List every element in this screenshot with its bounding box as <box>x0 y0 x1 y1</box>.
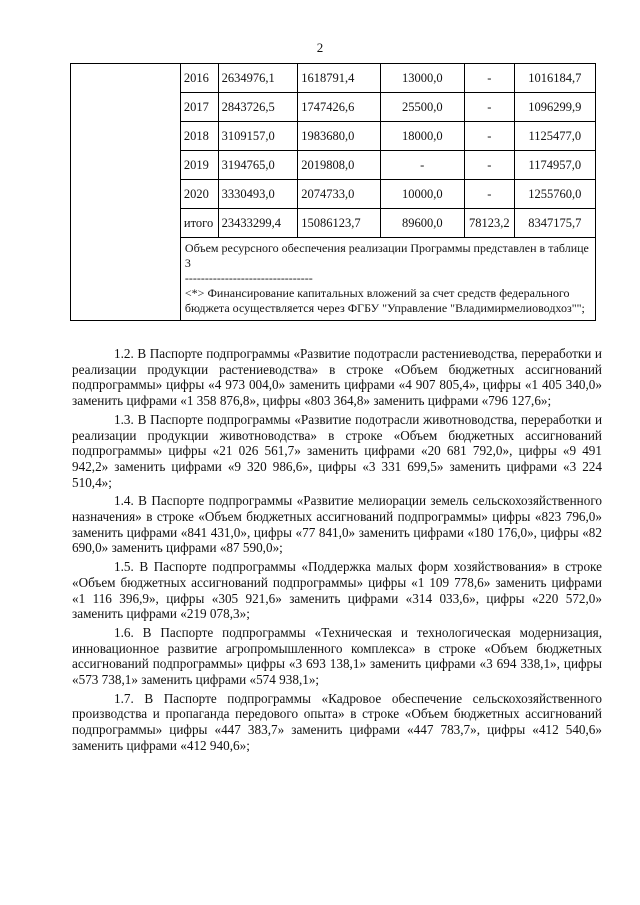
year-cell: 2016 <box>180 64 218 93</box>
table-cell: 1174957,0 <box>514 151 595 180</box>
table-cell: 3109157,0 <box>218 122 298 151</box>
year-cell: 2020 <box>180 180 218 209</box>
note-resource-text: Объем ресурсного обеспечения реализации Программы представлен в таблице 3 <box>184 241 589 270</box>
note-footnote: <*> Финансирование капитальных вложений за счет средств федерального бюджета осуществляется через ФГБУ "Управление "Владимирмелиоводхоз""; <box>184 286 585 315</box>
amendment-paragraph: 1.6. В Паспорте подпрограммы «Техническая и технологическая модернизация, инновационное развитие агропромышленного комплекса» в строке «Объем бюджетных ассигнований подпрограммы» цифры «3 693 138,1» заменить цифрами «3 694 338,1», цифры «573 738,1» заменить цифрами «574 938,1»; <box>72 624 602 688</box>
table-cell: 2843726,5 <box>218 93 298 122</box>
table-row <box>71 64 596 93</box>
year-cell: 2018 <box>180 122 218 151</box>
total-label-cell: итого <box>180 209 218 238</box>
financing-table <box>70 63 596 321</box>
year-cell: 2017 <box>180 93 218 122</box>
amendment-paragraph: 1.3. В Паспорте подпрограммы «Развитие подотрасли животноводства, переработки и реализации продукции животноводства» в строке «Объем бюджетных ассигнований подпрограммы» цифры «21 026 561,7» заменить цифрами «20 681 792,0», цифры «9 491 942,2» заменить цифрами «9 320 986,6», цифры «3 331 699,5» заменить цифрами «3 224 510,4»; <box>72 411 602 490</box>
amendment-paragraph: 1.2. В Паспорте подпрограммы «Развитие подотрасли растениеводства, переработки и реализации продукции растениеводства» в строке «Объем бюджетных ассигнований подпрограммы» цифры «4 973 004,0» заменить цифрами «4 907 805,4», цифры «1 405 340,0» заменить цифрами «1 358 876,8», цифры «803 364,8» заменить цифрами «796 127,6»; <box>72 346 602 409</box>
amendment-paragraph: 1.7. В Паспорте подпрограммы «Кадровое обеспечение сельскохозяйственного производства и пропаганда передового опыта» в строке «Объем бюджетных ассигнований подпрограммы» цифры «447 383,7» заменить цифрами «447 783,7», цифры «412 540,6» заменить цифрами «412 940,6»; <box>72 690 602 753</box>
table-cell: - <box>465 93 515 122</box>
table-cell: 78123,2 <box>465 209 515 238</box>
table-cell: 2019808,0 <box>298 151 380 180</box>
table-note <box>180 238 595 321</box>
table-cell: 1096299,9 <box>514 93 595 122</box>
table-cell: 10000,0 <box>380 180 465 209</box>
table-cell: 1255760,0 <box>514 180 595 209</box>
table-cell: 1125477,0 <box>514 122 595 151</box>
table-cell: 2074733,0 <box>298 180 380 209</box>
table-cell: 1016184,7 <box>514 64 595 93</box>
table-cell: 2634976,1 <box>218 64 298 93</box>
note-divider: -------------------------------- <box>184 271 313 285</box>
amendment-paragraph: 1.4. В Паспорте подпрограммы «Развитие мелиорации земель сельскохозяйственного назначения» в строке «Объем бюджетных ассигнований подпрограммы» цифры «823 796,0» заменить цифрами «841 431,0», цифры «77 841,0» заменить цифрами «180 176,0», цифры «82 690,0» заменить цифрами «87 590,0»; <box>72 493 602 556</box>
table-cell: - <box>465 122 515 151</box>
year-cell: 2019 <box>180 151 218 180</box>
table-cell: 23433299,4 <box>218 209 298 238</box>
amendment-paragraph: 1.5. В Паспорте подпрограммы «Поддержка малых форм хозяйствования» в строке «Объем бюджетных ассигнований подпрограммы» цифры «1 109 778,6» заменить цифрами «1 116 396,9», цифры «305 921,6» заменить цифрами «314 033,6», цифры «220 572,0» заменить цифрами «219 078,3»; <box>72 559 602 622</box>
table-cell: 3194765,0 <box>218 151 298 180</box>
table-left-cell <box>71 64 181 321</box>
table-cell: - <box>465 180 515 209</box>
table-cell: 1747426,6 <box>298 93 380 122</box>
amendments-body <box>72 346 602 757</box>
table-cell: 3330493,0 <box>218 180 298 209</box>
table-cell: 18000,0 <box>380 122 465 151</box>
table-cell: - <box>465 64 515 93</box>
table-cell: - <box>380 151 465 180</box>
page-number: 2 <box>316 40 324 55</box>
table-cell: 1983680,0 <box>298 122 380 151</box>
table-cell: 1618791,4 <box>298 64 380 93</box>
table-cell: 89600,0 <box>380 209 465 238</box>
table-cell: 15086123,7 <box>298 209 380 238</box>
table-cell: 8347175,7 <box>514 209 595 238</box>
table-cell: - <box>465 151 515 180</box>
table-cell: 13000,0 <box>380 64 465 93</box>
table-cell: 25500,0 <box>380 93 465 122</box>
